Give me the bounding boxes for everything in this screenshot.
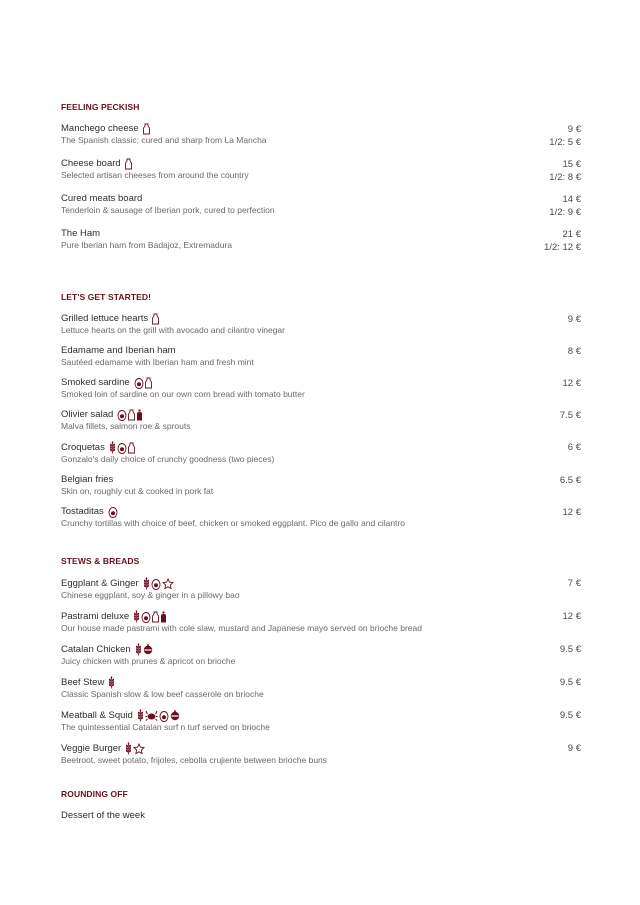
menu-item-price-block [544, 228, 581, 254]
menu-item [61, 709, 581, 733]
menu-item-price: 9 € [567, 124, 581, 135]
menu-item-price: 12 € [562, 611, 581, 622]
menu-item-price-block [563, 610, 582, 623]
menu-item-description: Gonzalo's daily choice of crunchy goodness (two pieces) [61, 454, 275, 464]
menu-item-price: 6.5 € [559, 475, 581, 486]
menu-item [61, 643, 581, 667]
milk-icon [152, 313, 159, 325]
menu-item [61, 810, 581, 822]
allergen-icons [108, 676, 115, 689]
menu-item-description: Malva fillets, salmon roe & sprouts [61, 421, 191, 431]
menu-item-text [61, 441, 274, 465]
menu-item-price: 9.5 € [559, 710, 581, 721]
egg-icon [134, 377, 144, 389]
nut-icon [143, 644, 153, 655]
wheat-icon [109, 441, 116, 454]
menu-item-list [61, 123, 581, 254]
section-lets-get-started [61, 291, 581, 538]
menu-item-price-block [568, 441, 581, 454]
menu-item-text [61, 313, 285, 336]
menu-item-name-row [61, 228, 232, 240]
menu-item-price-block [560, 676, 581, 689]
menu-item-name-row [61, 610, 422, 623]
egg-icon [117, 442, 127, 454]
menu-item-name: Croquetas [61, 441, 105, 453]
menu-item-description: Beetroot, sweet potato, frijoles, cebolla crujiente between brioche buns [61, 755, 328, 765]
menu-item-description: Chinese eggplant, soy & ginger in a pillowy bao [61, 590, 240, 600]
wheat-icon [135, 643, 142, 656]
menu-item-price-block [568, 742, 581, 755]
menu-item-price-block [549, 158, 581, 184]
sesame-icon [133, 743, 145, 755]
menu-item-half-price: 1/2: 5 € [549, 137, 581, 148]
menu-item-text [61, 158, 249, 181]
milk-icon [125, 158, 132, 170]
menu-item [61, 409, 581, 432]
menu-item [61, 313, 581, 336]
allergen-icons [125, 158, 132, 170]
menu-item-text [61, 474, 213, 497]
menu-item-name: Eggplant & Ginger [61, 577, 139, 589]
menu-item-name-row [61, 643, 235, 656]
menu-item-price: 8 € [567, 346, 581, 357]
allergen-icons [137, 709, 180, 722]
menu-item-name: Cured meats board [61, 193, 143, 204]
menu-item-price: 6 € [567, 442, 581, 453]
menu-item-name: Catalan Chicken [61, 643, 131, 655]
menu-item [61, 506, 581, 529]
allergen-icons [125, 742, 145, 755]
menu-item-name-row [61, 193, 275, 205]
menu-item-price: 12 € [562, 507, 581, 518]
milk-icon [143, 123, 150, 135]
menu-item-price: 12 € [562, 378, 581, 389]
menu-item-text [61, 643, 235, 667]
menu-item-description: Skin on, roughly cut & cooked in pork fat [61, 486, 214, 496]
egg-icon [108, 506, 118, 518]
menu-item-price-block [563, 506, 582, 519]
wheat-icon [133, 610, 140, 623]
section-title: STEWS & BREADS [61, 556, 140, 566]
nut-icon [170, 710, 180, 721]
menu-item-price-block [560, 709, 581, 722]
menu-item-price-block [560, 409, 581, 422]
milk-icon [128, 442, 135, 454]
menu-item-text [61, 409, 190, 432]
menu-item-price: 21 € [562, 229, 581, 240]
menu-item-name-row [61, 506, 405, 518]
egg-icon [159, 710, 169, 722]
menu-item-price-block [568, 577, 581, 590]
menu-item-name: Edamame and Iberian ham [61, 345, 176, 356]
sesame-icon [162, 578, 174, 590]
allergen-icons [143, 123, 150, 135]
menu-item-text [61, 577, 240, 601]
menu-item-name-row [61, 441, 274, 454]
menu-item-half-price: 1/2: 8 € [549, 172, 581, 183]
menu-item-price: 7 € [567, 578, 581, 589]
menu-item-list [61, 577, 581, 766]
menu-item-name-row [61, 810, 145, 822]
wheat-icon [108, 676, 115, 689]
egg-icon [141, 611, 151, 623]
menu-item-name: Belgian fries [61, 474, 114, 485]
menu-item-name: Grilled lettuce hearts [61, 313, 149, 324]
menu-item-price: 9 € [567, 314, 581, 325]
section-title: LET'S GET STARTED! [61, 292, 152, 302]
menu-item-name: Smoked sardine [61, 377, 130, 388]
menu-item-description: Juicy chicken with prunes & apricot on brioche [61, 656, 236, 666]
menu-item-name: Manchego cheese [61, 123, 139, 134]
menu-item-price: 9 € [567, 743, 581, 754]
menu-item-description: Pure Iberian ham from Badajoz, Extremadura [61, 240, 233, 250]
menu-item-description: Smoked loin of sardine on our own corn bread with tomato butter [61, 389, 305, 399]
menu-item-text [61, 228, 232, 251]
menu-item-name-row [61, 676, 264, 689]
menu-item-text [61, 709, 270, 733]
menu-item-name-row [61, 742, 327, 755]
menu-item-text [61, 123, 267, 146]
menu-item-price-block [549, 123, 581, 149]
section-rounding-off [61, 788, 581, 831]
allergen-icons [143, 577, 174, 590]
wheat-icon [143, 577, 150, 590]
menu-item-text [61, 377, 305, 400]
menu-item-price-block [560, 474, 581, 487]
menu-item-name-row [61, 313, 285, 325]
menu-item-price: 9.5 € [559, 644, 581, 655]
menu-item-list [61, 810, 581, 822]
menu-item-name-row [61, 345, 254, 357]
menu-item-price: 9.5 € [559, 677, 581, 688]
menu-item-price-block [568, 313, 581, 326]
menu-item-name-row [61, 377, 305, 389]
menu-item [61, 228, 581, 254]
menu-item-description: Our house made pastrami with cole slaw, mustard and Japanese mayo served on brioche bread [61, 623, 422, 633]
menu-item [61, 345, 581, 368]
menu-item-text [61, 506, 405, 529]
menu-item-description: Classic Spanish slow & low beef casserole on brioche [61, 689, 264, 699]
wheat-icon [125, 742, 132, 755]
allergen-icons [108, 506, 118, 518]
menu-item [61, 441, 581, 465]
menu-item-description: Selected artisan cheeses from around the country [61, 170, 249, 180]
menu-item-name: Cheese board [61, 158, 121, 169]
menu-item-description: Crunchy tortillas with choice of beef, chicken or smoked eggplant. Pico de gallo and cilantro [61, 518, 405, 528]
wheat-icon [137, 709, 144, 722]
allergen-icons [133, 610, 167, 623]
allergen-icons [135, 643, 153, 656]
menu-item [61, 474, 581, 497]
menu-item [61, 610, 581, 634]
menu-item-text [61, 810, 145, 822]
crab-icon [145, 710, 158, 721]
menu-item-description: The quintessential Catalan surf n turf served on brioche [61, 722, 270, 732]
menu-item-name: The Ham [61, 228, 101, 239]
menu-item-text [61, 193, 275, 216]
allergen-icons [117, 409, 143, 421]
menu-item-name-row [61, 123, 267, 135]
egg-icon [117, 409, 127, 421]
menu-item-name-row [61, 409, 190, 421]
allergen-icons [134, 377, 152, 389]
menu-item-description: Lettuce hearts on the grill with avocado and cilantro vinegar [61, 325, 285, 335]
menu-item-price-block [568, 345, 581, 358]
menu-item-price: 15 € [562, 159, 581, 170]
menu-item-price-block [549, 193, 581, 219]
menu-item [61, 676, 581, 700]
menu-item-name: Meatball & Squid [61, 709, 133, 721]
menu-item-name: Beef Stew [61, 676, 105, 688]
menu-item-description: The Spanish classic; cured and sharp from La Mancha [61, 135, 267, 145]
milk-icon [128, 409, 135, 421]
menu-item-description: Tenderloin & sausage of Iberian pork, cured to perfection [61, 205, 275, 215]
sauce-bottle-icon [160, 611, 167, 623]
menu-item-name-row [61, 158, 249, 170]
sauce-bottle-icon [136, 409, 143, 421]
menu-item [61, 123, 581, 149]
menu-item-half-price: 1/2: 12 € [544, 242, 581, 253]
menu-item-text [61, 742, 327, 766]
menu-item [61, 158, 581, 184]
menu-item [61, 377, 581, 400]
menu-item-text [61, 610, 422, 634]
menu-item-name-row [61, 709, 270, 722]
menu-item-price-block [563, 377, 582, 390]
section-title: ROUNDING OFF [61, 789, 128, 799]
menu-item-name-row [61, 577, 240, 590]
menu-item-name: Olivier salad [61, 409, 114, 420]
menu-item-name: Dessert of the week [61, 810, 145, 821]
menu-item-name: Pastrami deluxe [61, 610, 130, 622]
menu-item-name-row [61, 474, 213, 486]
menu-item-list [61, 313, 581, 529]
section-title: FEELING PECKISH [61, 102, 140, 112]
allergen-icons [109, 441, 135, 454]
menu-item-text [61, 345, 254, 368]
menu-item [61, 193, 581, 219]
menu-item [61, 577, 581, 601]
egg-icon [151, 578, 161, 590]
section-feeling-peckish [61, 101, 581, 263]
allergen-icons [152, 313, 159, 325]
menu-item-price: 14 € [562, 194, 581, 205]
section-stews-and-breads [61, 555, 581, 775]
menu-item-half-price: 1/2: 9 € [549, 207, 581, 218]
milk-icon [145, 377, 152, 389]
menu-item-text [61, 676, 264, 700]
menu-item-price-block [560, 643, 581, 656]
milk-icon [152, 611, 159, 623]
menu-item-name: Tostaditas [61, 506, 104, 517]
menu-item-name: Veggie Burger [61, 742, 122, 754]
menu-item [61, 742, 581, 766]
menu-item-price: 7.5 € [559, 410, 581, 421]
menu-item-description: Sautéed edamame with Iberian ham and fresh mint [61, 357, 254, 367]
